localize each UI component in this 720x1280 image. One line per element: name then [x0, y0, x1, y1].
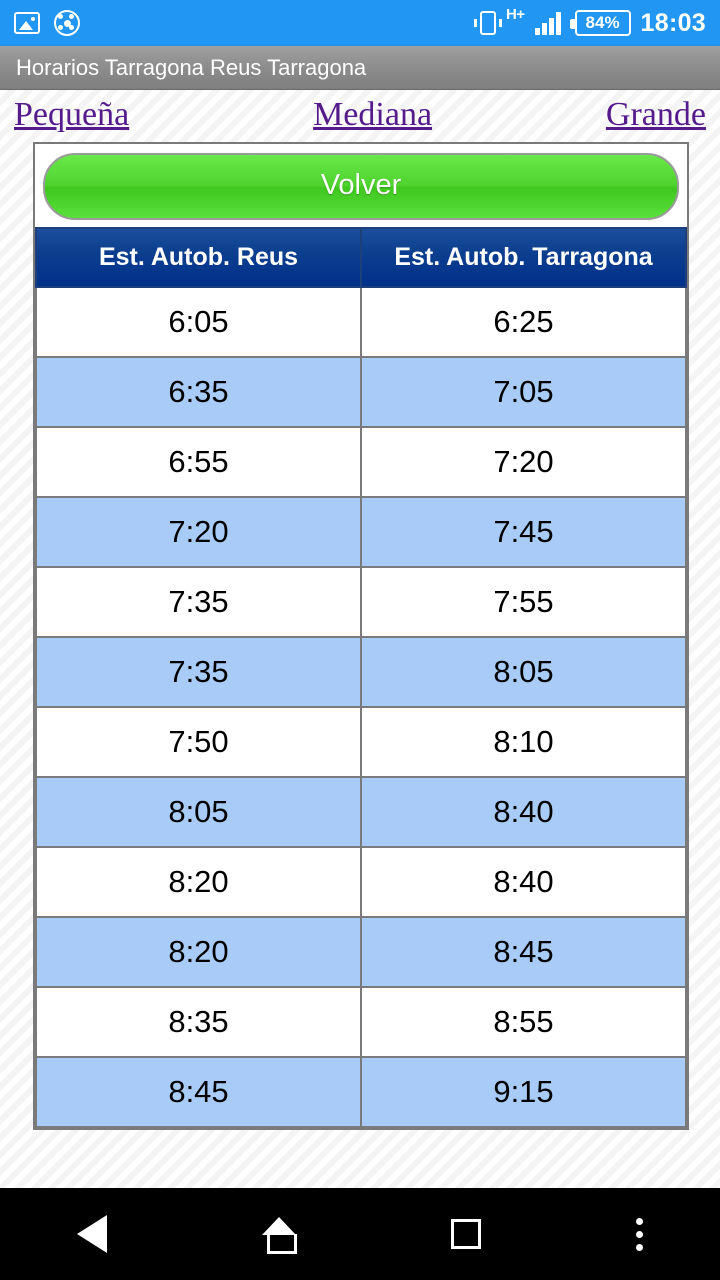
schedule-panel	[33, 142, 689, 1130]
cell-arrival: 8:40	[361, 847, 686, 917]
menu-nav-button[interactable]	[636, 1218, 643, 1251]
table-row	[36, 637, 686, 707]
home-nav-button[interactable]	[262, 1217, 296, 1251]
cell-departure: 7:35	[36, 567, 361, 637]
battery-icon	[575, 10, 631, 36]
battery-level-label: 84%	[585, 13, 620, 32]
page-content	[0, 90, 720, 1188]
app-title-bar	[0, 46, 720, 90]
cell-arrival: 7:55	[361, 567, 686, 637]
cell-arrival: 8:05	[361, 637, 686, 707]
table-row	[36, 427, 686, 497]
cell-departure: 8:45	[36, 1057, 361, 1127]
cell-departure: 8:20	[36, 917, 361, 987]
table-row	[36, 287, 686, 357]
cell-arrival: 7:45	[361, 497, 686, 567]
cell-departure: 8:05	[36, 777, 361, 847]
table-header-row	[36, 228, 686, 287]
cell-departure: 7:50	[36, 707, 361, 777]
cell-departure: 8:20	[36, 847, 361, 917]
cell-departure: 6:35	[36, 357, 361, 427]
text-size-links	[0, 90, 720, 136]
cell-arrival: 8:45	[361, 917, 686, 987]
table-row	[36, 987, 686, 1057]
size-link-medium[interactable]: Mediana	[313, 96, 433, 133]
status-bar	[0, 0, 720, 46]
volver-button[interactable]: Volver	[43, 153, 679, 220]
vibrate-icon	[480, 11, 496, 35]
column-header-destination: Est. Autob. Tarragona	[361, 228, 686, 287]
cell-departure: 6:55	[36, 427, 361, 497]
recents-nav-button[interactable]	[451, 1219, 481, 1249]
status-bar-left-icons	[14, 10, 80, 36]
table-row	[36, 847, 686, 917]
size-link-small[interactable]: Pequeña	[14, 96, 130, 133]
table-row	[36, 1057, 686, 1127]
table-row	[36, 567, 686, 637]
page-title: Horarios Tarragona Reus Tarragona	[16, 54, 367, 80]
column-header-origin: Est. Autob. Reus	[36, 228, 361, 287]
cell-arrival: 8:40	[361, 777, 686, 847]
cell-arrival: 7:05	[361, 357, 686, 427]
network-type-label: H+	[505, 5, 525, 23]
table-row	[36, 707, 686, 777]
back-button-container	[35, 144, 687, 227]
image-icon	[14, 12, 40, 34]
cell-arrival: 8:10	[361, 707, 686, 777]
schedule-table-head	[36, 228, 686, 287]
cell-departure: 7:35	[36, 637, 361, 707]
back-nav-button[interactable]	[77, 1215, 107, 1253]
clock-label: 18:03	[640, 8, 706, 37]
schedule-table-body	[36, 287, 686, 1127]
signal-strength-icon	[535, 11, 565, 35]
cell-arrival: 7:20	[361, 427, 686, 497]
cell-arrival: 6:25	[361, 287, 686, 357]
cell-departure: 7:20	[36, 497, 361, 567]
film-reel-icon	[54, 10, 80, 36]
table-row	[36, 497, 686, 567]
cell-departure: 6:05	[36, 287, 361, 357]
table-row	[36, 357, 686, 427]
table-row	[36, 917, 686, 987]
schedule-table	[35, 227, 687, 1128]
size-link-large[interactable]: Grande	[605, 96, 706, 133]
table-row	[36, 777, 686, 847]
system-navigation-bar	[0, 1188, 720, 1280]
cell-arrival: 9:15	[361, 1057, 686, 1127]
status-bar-right-icons	[480, 5, 706, 38]
cell-departure: 8:35	[36, 987, 361, 1057]
cell-arrival: 8:55	[361, 987, 686, 1057]
